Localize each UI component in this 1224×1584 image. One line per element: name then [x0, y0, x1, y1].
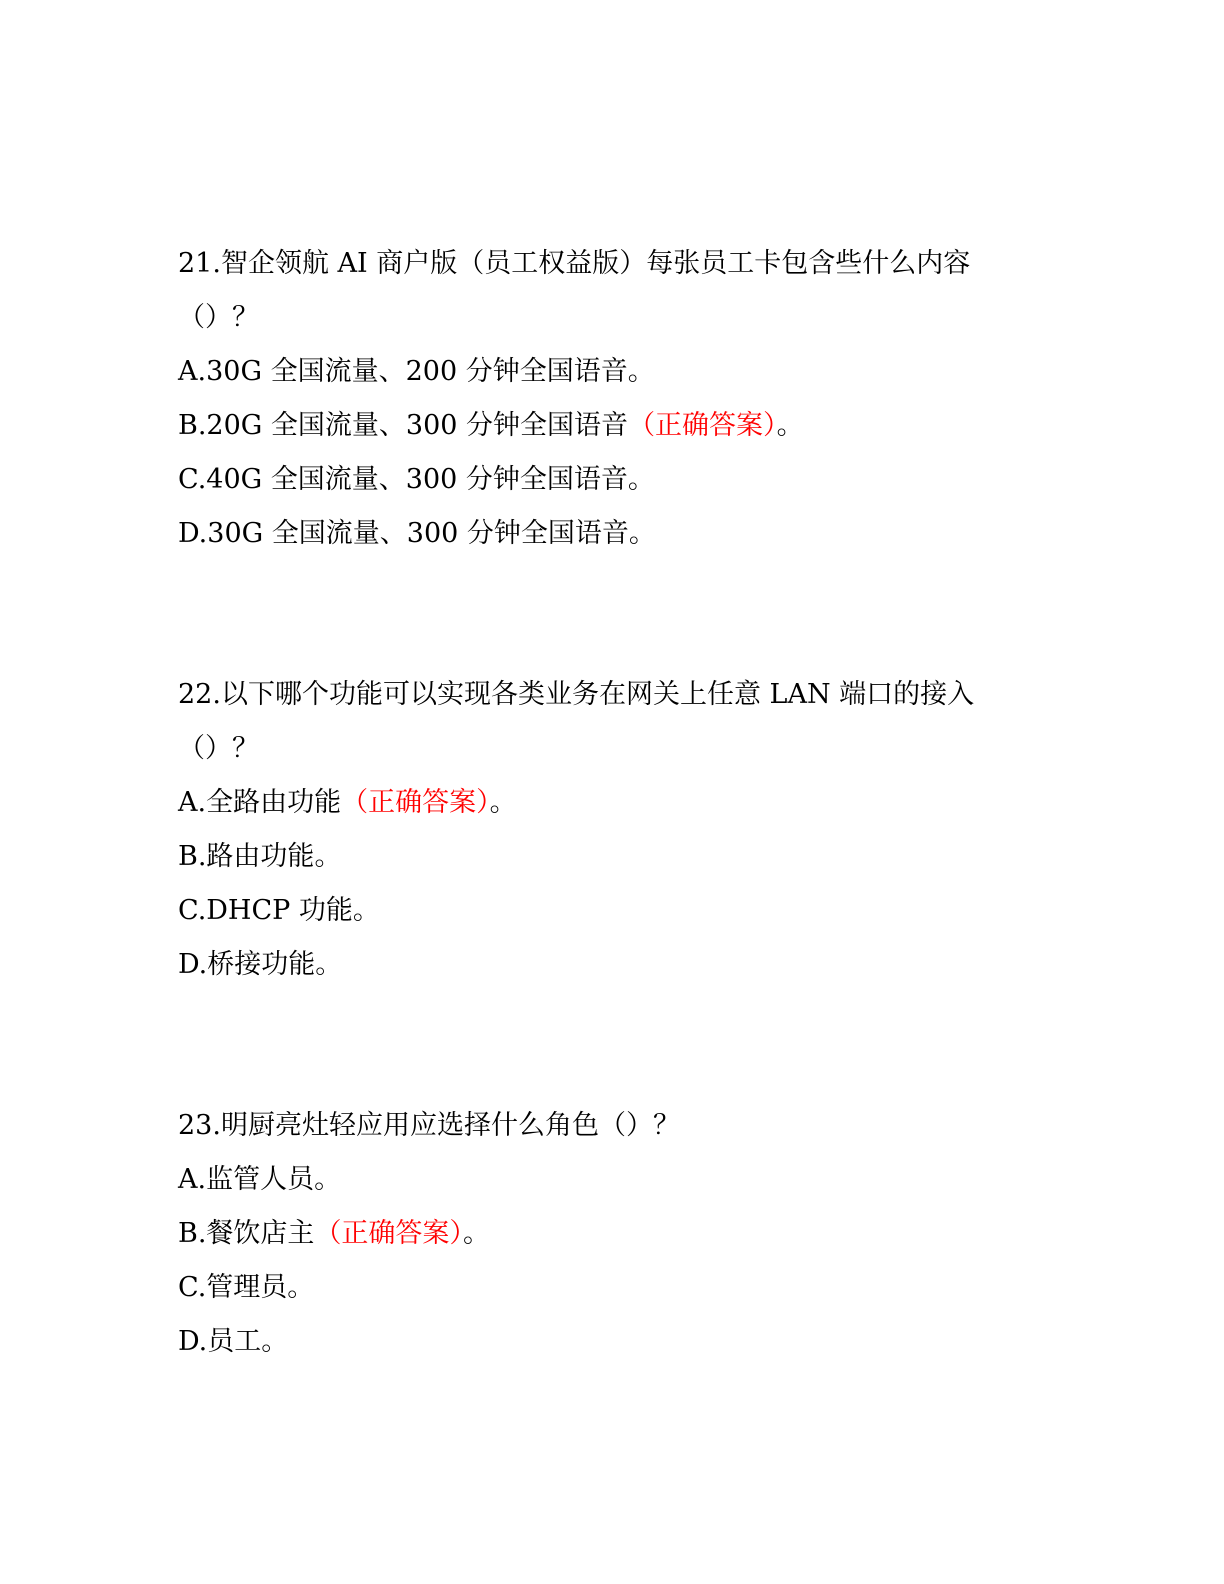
- option-text: A.30G 全国流量、200 分钟全国语音: [178, 356, 628, 387]
- question-23-option-c: [178, 1270, 314, 1306]
- question-23-option-b: [178, 1216, 490, 1252]
- option-end: 。: [287, 1272, 315, 1303]
- question-21-stem-continued: （）？: [178, 302, 259, 333]
- option-text: D.30G 全国流量、300 分钟全国语音: [178, 518, 629, 549]
- option-text: C.管理员: [178, 1272, 288, 1303]
- question-22-stem: 22.以下哪个功能可以实现各类业务在网关上任意 LAN 端口的接入: [178, 679, 975, 710]
- option-end: 。: [628, 518, 656, 549]
- option-end: 。: [314, 1164, 342, 1195]
- option-text: C.40G 全国流量、300 分钟全国语音: [178, 464, 628, 495]
- option-text: B.路由功能: [178, 841, 315, 872]
- question-23-stem: 23.明厨亮灶轻应用应选择什么角色（）？: [178, 1110, 680, 1141]
- option-end: 。: [314, 841, 342, 872]
- question-21-option-c: [178, 462, 655, 498]
- option-end: 。: [776, 410, 804, 441]
- option-text: B.餐饮店主: [178, 1218, 315, 1249]
- option-text: A.监管人员: [178, 1164, 315, 1195]
- question-22-option-a: [178, 785, 517, 821]
- question-21-stem: 21.智企领航 AI 商户版（员工权益版）每张员工卡包含些什么内容: [178, 248, 971, 279]
- option-text: A.全路由功能: [178, 787, 342, 818]
- option-text: D.员工: [178, 1326, 262, 1357]
- question-21-option-d: [178, 516, 656, 552]
- option-end: 。: [352, 895, 380, 926]
- option-text: D.桥接功能: [178, 949, 316, 980]
- option-end: 。: [489, 787, 517, 818]
- question-22-option-b: [178, 839, 341, 875]
- option-end: 。: [261, 1326, 289, 1357]
- option-end: 。: [462, 1218, 490, 1249]
- correct-answer-mark: （正确答案）: [628, 410, 777, 441]
- option-text: C.DHCP 功能: [178, 895, 353, 926]
- question-21-option-b: [178, 408, 804, 444]
- option-end: 。: [315, 949, 343, 980]
- option-end: 。: [627, 356, 655, 387]
- question-23-option-a: [178, 1162, 341, 1198]
- question-22-option-d: [178, 947, 342, 983]
- correct-answer-mark: （正确答案）: [341, 787, 490, 818]
- option-text: B.20G 全国流量、300 分钟全国语音: [178, 410, 629, 441]
- question-21-option-a: [178, 354, 655, 390]
- question-22-option-c: [178, 893, 380, 929]
- correct-answer-mark: （正确答案）: [314, 1218, 463, 1249]
- option-end: 。: [627, 464, 655, 495]
- question-22-stem-continued: （）？: [178, 733, 259, 764]
- question-23-option-d: [178, 1324, 288, 1360]
